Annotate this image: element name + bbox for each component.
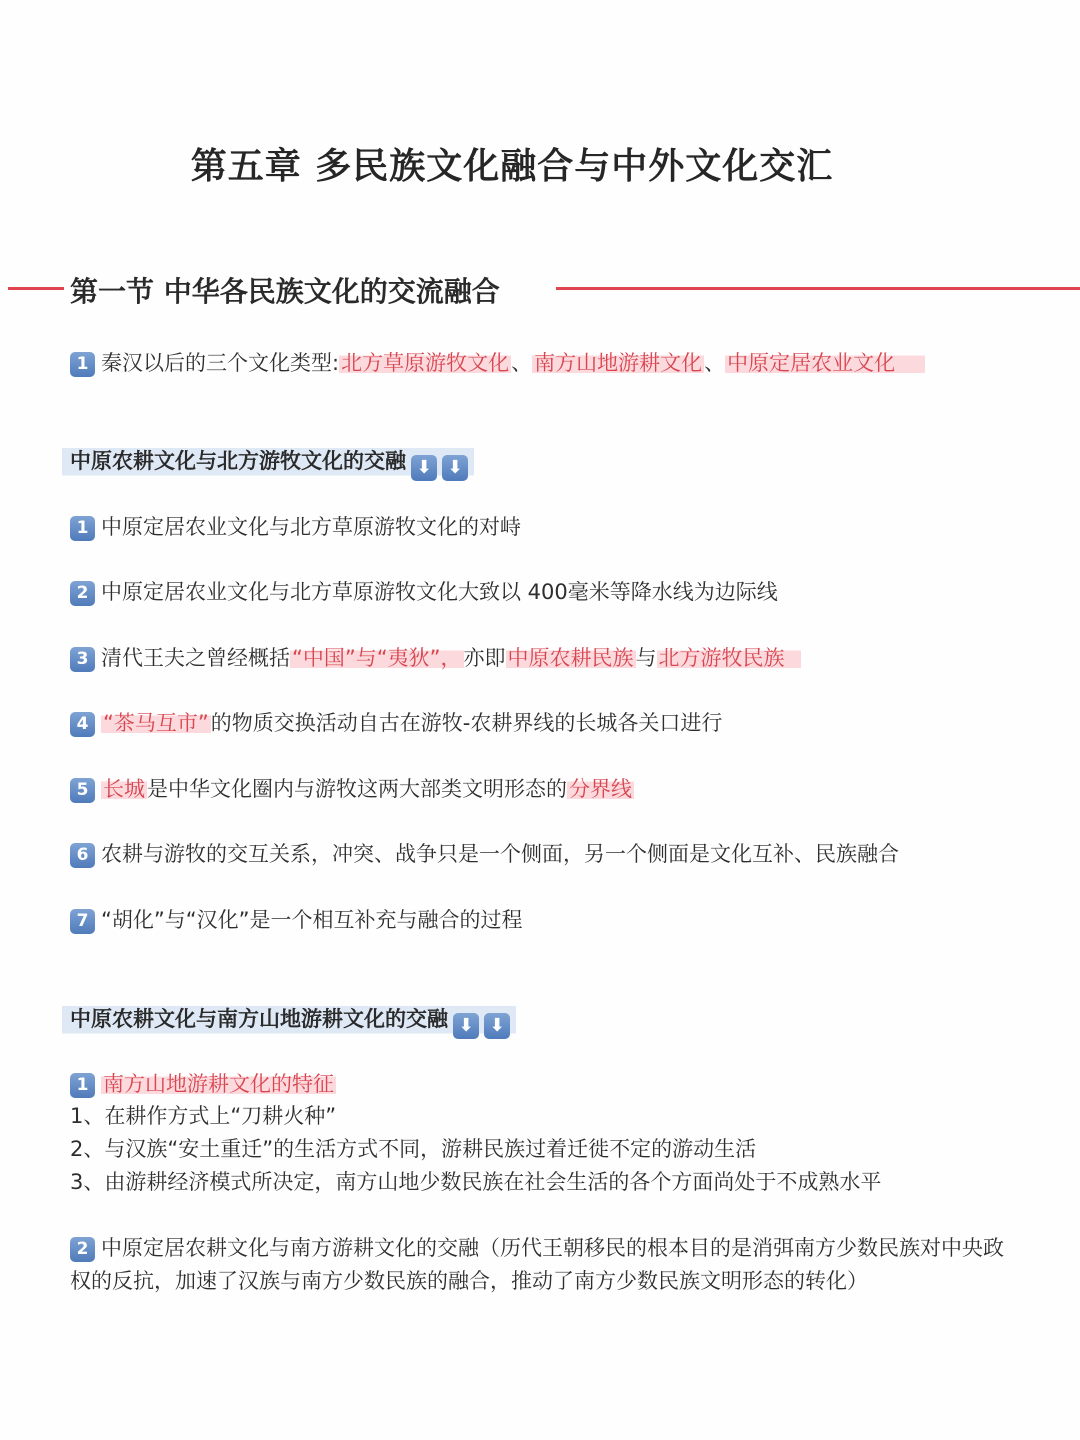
down-arrow-icon: ⬇ xyxy=(484,1013,510,1039)
number-badge-1: 1 xyxy=(70,352,95,377)
highlight-text: 北方游牧民族 xyxy=(657,646,801,670)
number-badge-5: 5 xyxy=(70,778,95,803)
list-item xyxy=(70,511,521,543)
highlight-south-mountain: 南方山地游耕文化 xyxy=(534,351,703,375)
section-title: 第一节 中华各民族文化的交流融合 xyxy=(70,275,500,308)
item-text: 中原定居农业文化与北方草原游牧文化的对峙 xyxy=(101,515,521,539)
list-item xyxy=(70,707,722,739)
item-text: 的物质交换活动自古在游牧-农耕界线的长城各关口进行 xyxy=(210,711,723,735)
item-text: 清代王夫之曾经概括 xyxy=(101,646,290,670)
sub-item: 2、与汉族“安土重迁”的生活方式不同，游耕民族过着迁徙不定的游动生活 xyxy=(70,1137,757,1161)
highlight-text: 南方山地游耕文化的特征 xyxy=(103,1072,334,1096)
sub-item: 3、由游耕经济模式所决定，南方山地少数民族在社会生活的各个方面尚处于不成熟水平 xyxy=(70,1170,882,1194)
item-text: 中原定居农业文化与北方草原游牧文化大致以 400毫米等降水线为边际线 xyxy=(101,580,778,604)
subsection-heading-south xyxy=(62,1002,516,1036)
subsection-heading-north xyxy=(62,444,474,478)
item-text: 是中华文化圈内与游牧这两大部类文明形态的 xyxy=(147,777,567,801)
number-badge-7: 7 xyxy=(70,909,95,934)
down-arrow-icon: ⬇ xyxy=(453,1013,479,1039)
sub-item: 1、在耕作方式上“刀耕火种” xyxy=(70,1104,337,1128)
item-text: 中原定居农耕文化与南方游耕文化的交融（历代王朝移民的根本目的是消弭南方少数民族对中央政权的反抗，加速了汉族与南方少数民族的融合，推动了南方少数民族文明形态的转化） xyxy=(70,1236,1004,1293)
highlight-text: 分界线 xyxy=(569,777,632,801)
number-badge-2: 2 xyxy=(70,581,95,606)
item-text: 与 xyxy=(635,646,657,670)
intro-text: 秦汉以后的三个文化类型: xyxy=(101,351,340,375)
chapter-title: 第五章 多民族文化融合与中外文化交汇 xyxy=(190,146,834,187)
item-text: “胡化”与“汉化”是一个相互补充与融合的过程 xyxy=(101,908,523,932)
list-item xyxy=(70,576,778,608)
intro-item xyxy=(70,347,925,379)
highlight-text: “茶马互市” xyxy=(103,711,209,735)
down-arrow-icon: ⬇ xyxy=(411,455,437,481)
separator: 、 xyxy=(511,351,533,375)
list-item xyxy=(70,642,801,674)
item-text: 亦即 xyxy=(463,646,506,670)
number-badge-4: 4 xyxy=(70,712,95,737)
list-item xyxy=(70,773,634,805)
list-item-paragraph xyxy=(70,1232,1020,1298)
separator: 、 xyxy=(704,351,726,375)
item-text: 农耕与游牧的交互关系，冲突、战争只是一个侧面，另一个侧面是文化互补、民族融合 xyxy=(101,842,899,866)
list-item xyxy=(70,1068,336,1100)
section-divider-right xyxy=(556,287,1080,290)
number-badge-6: 6 xyxy=(70,843,95,868)
down-arrow-icon: ⬇ xyxy=(442,455,468,481)
list-item xyxy=(70,904,523,936)
highlight-text: “中国”与“夷狄”， xyxy=(292,646,462,670)
subsection-title: 中原农耕文化与南方山地游耕文化的交融 xyxy=(70,1007,448,1031)
number-badge-1: 1 xyxy=(70,1073,95,1098)
list-item xyxy=(70,838,899,870)
subsection-title: 中原农耕文化与北方游牧文化的交融 xyxy=(70,449,406,473)
section-divider-left xyxy=(8,287,64,290)
number-badge-3: 3 xyxy=(70,647,95,672)
number-badge-1: 1 xyxy=(70,516,95,541)
highlight-text: 中原农耕民族 xyxy=(507,646,634,670)
highlight-central-agri: 中原定居农业文化 xyxy=(725,351,925,375)
highlight-north-nomadic: 北方草原游牧文化 xyxy=(341,351,510,375)
number-badge-2: 2 xyxy=(70,1237,95,1262)
highlight-text: 长城 xyxy=(103,777,145,801)
